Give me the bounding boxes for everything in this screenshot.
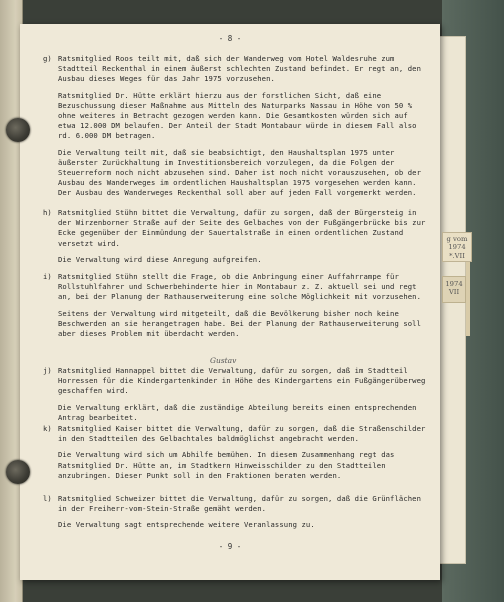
item-h xyxy=(43,208,428,271)
item-i xyxy=(43,272,428,345)
item-label: i) xyxy=(43,272,52,281)
item-paragraph: Ratsmitglied Hannappel bittet die Verwaltung, dafür zu sorgen, daß im Stadtteil Horressen für die Kindergartenkinder in Höhe des Kindergartens ein Fußgängerüberweg geschaffen wird. xyxy=(58,366,426,396)
tab-line: VII xyxy=(448,288,460,297)
item-paragraph: Ratsmitglied Roos teilt mit, daß sich der Wanderweg vom Hotel Waldesruhe zum Stadtteil Reckenthal in einem äußerst schlechten Zustand befindet. Er regt an, den Ausbau dieses Weges für das Jahr 1975 vorzusehen. xyxy=(58,54,422,84)
item-paragraph: Seitens der Verwaltung wird mitgeteilt, daß die Bevölkerung bisher noch keine Beschwerden an sie herangetragen habe. Bei der Planung der Rathauserweiterung soll aber dieses Problem mit überdacht werden. xyxy=(58,308,422,339)
date-tab xyxy=(442,232,472,262)
tab-line: 1974 xyxy=(445,280,463,288)
item-paragraph: Ratsmitglied Stühn stellt die Frage, ob die Anbringung einer Auffahrrampe für Rollstuhlfahrer und Schwerbehinderte hier in Montabaur z. Z. aktuell sei und regt an, bei der Planung der Rathauserweiterung eine solche Möglichkeit mit vorzusehen. xyxy=(58,272,422,302)
item-paragraph: Ratsmitglied Kaiser bittet die Verwaltung, dafür zu sorgen, daß die Straßenschilder in den Stadtteilen des Gelbachtales baldmöglichst angebracht werden. xyxy=(58,424,426,444)
date-tab-secondary xyxy=(442,276,466,303)
document-page xyxy=(20,24,440,580)
footer-page-number: - 9 - xyxy=(218,542,242,551)
item-label: g) xyxy=(43,54,52,63)
item-label: l) xyxy=(43,494,52,503)
item-j xyxy=(43,366,428,429)
item-paragraph: Die Verwaltung erklärt, daß die zuständige Abteilung bereits einen entsprechenden Antrag bearbeitet. xyxy=(58,402,417,422)
item-label: j) xyxy=(43,366,52,375)
item-g xyxy=(43,54,428,205)
item-paragraph: Die Verwaltung wird diese Anregung aufgreifen. xyxy=(58,254,262,264)
item-l xyxy=(43,494,428,537)
item-paragraph: Die Verwaltung teilt mit, daß sie beabsichtigt, den Haushaltsplan 1975 unter äußerster Zurückhaltung im Investitionsbereich vorzulegen, da die Folgen der Steuerreform noch nicht abzusehen sind. Daher ist noch nicht vorauszusehen, ob der Ausbau des Wanderweges im ordentlichen Haushaltsplan 1975 vorgesehen werden kann. Der Ausbau des Wanderweges Reckenthal soll aber auf jeden Fall vorgemerkt werden. xyxy=(58,147,422,198)
tab-line: g vom xyxy=(446,235,468,243)
item-paragraph: Die Verwaltung wird sich um Abhilfe bemühen. In diesem Zusammenhang regt das Ratsmitglied Dr. Hütte an, im Stadtkern Hinweisschilder zu den Stadtteilen anzubringen. Dieser Punkt soll in den Fraktionen beraten werden. xyxy=(58,450,395,480)
punch-hole-bottom xyxy=(6,460,30,484)
item-paragraph: Ratsmitglied Stühn bittet die Verwaltung, dafür zu sorgen, daß der Bürgersteig in der Wirzenborner Straße auf der Seite des Gelbaches von der Fußgängerbrücke bis zur Ecke gegenüber der Einmündung der Sauertalstraße in einen ordentlichen Zustand versetzt wird. xyxy=(58,208,426,248)
tab-line: *.VII xyxy=(449,251,465,260)
handwritten-note: Gustav xyxy=(210,356,237,365)
item-k xyxy=(43,424,428,487)
header-page-number: - 8 - xyxy=(218,34,242,43)
item-paragraph: Ratsmitglied Dr. Hütte erklärt hierzu aus der forstlichen Sicht, daß eine Bezuschussung dieser Maßnahme aus Mitteln des Naturparks Nassau in Höhe von 50 % ohne weiteres in Betracht gezogen werden kann. Die Gesamtkosten würden sich auf etwa 12.000 DM belaufen. Der Anteil der Stadt Montabaur würde in diesem Fall also rd. 6.000 DM betragen. xyxy=(58,90,417,141)
tab-line: 1974 xyxy=(448,243,466,252)
item-label: k) xyxy=(43,424,52,433)
item-paragraph: Ratsmitglied Schweizer bittet die Verwaltung, dafür zu sorgen, daß die Grünflächen in der Freiherr-vom-Stein-Straße gemäht werden. xyxy=(58,494,422,514)
item-paragraph: Die Verwaltung sagt entsprechende weitere Veranlassung zu. xyxy=(58,520,315,530)
item-label: h) xyxy=(43,208,52,217)
punch-hole-top xyxy=(6,118,30,142)
